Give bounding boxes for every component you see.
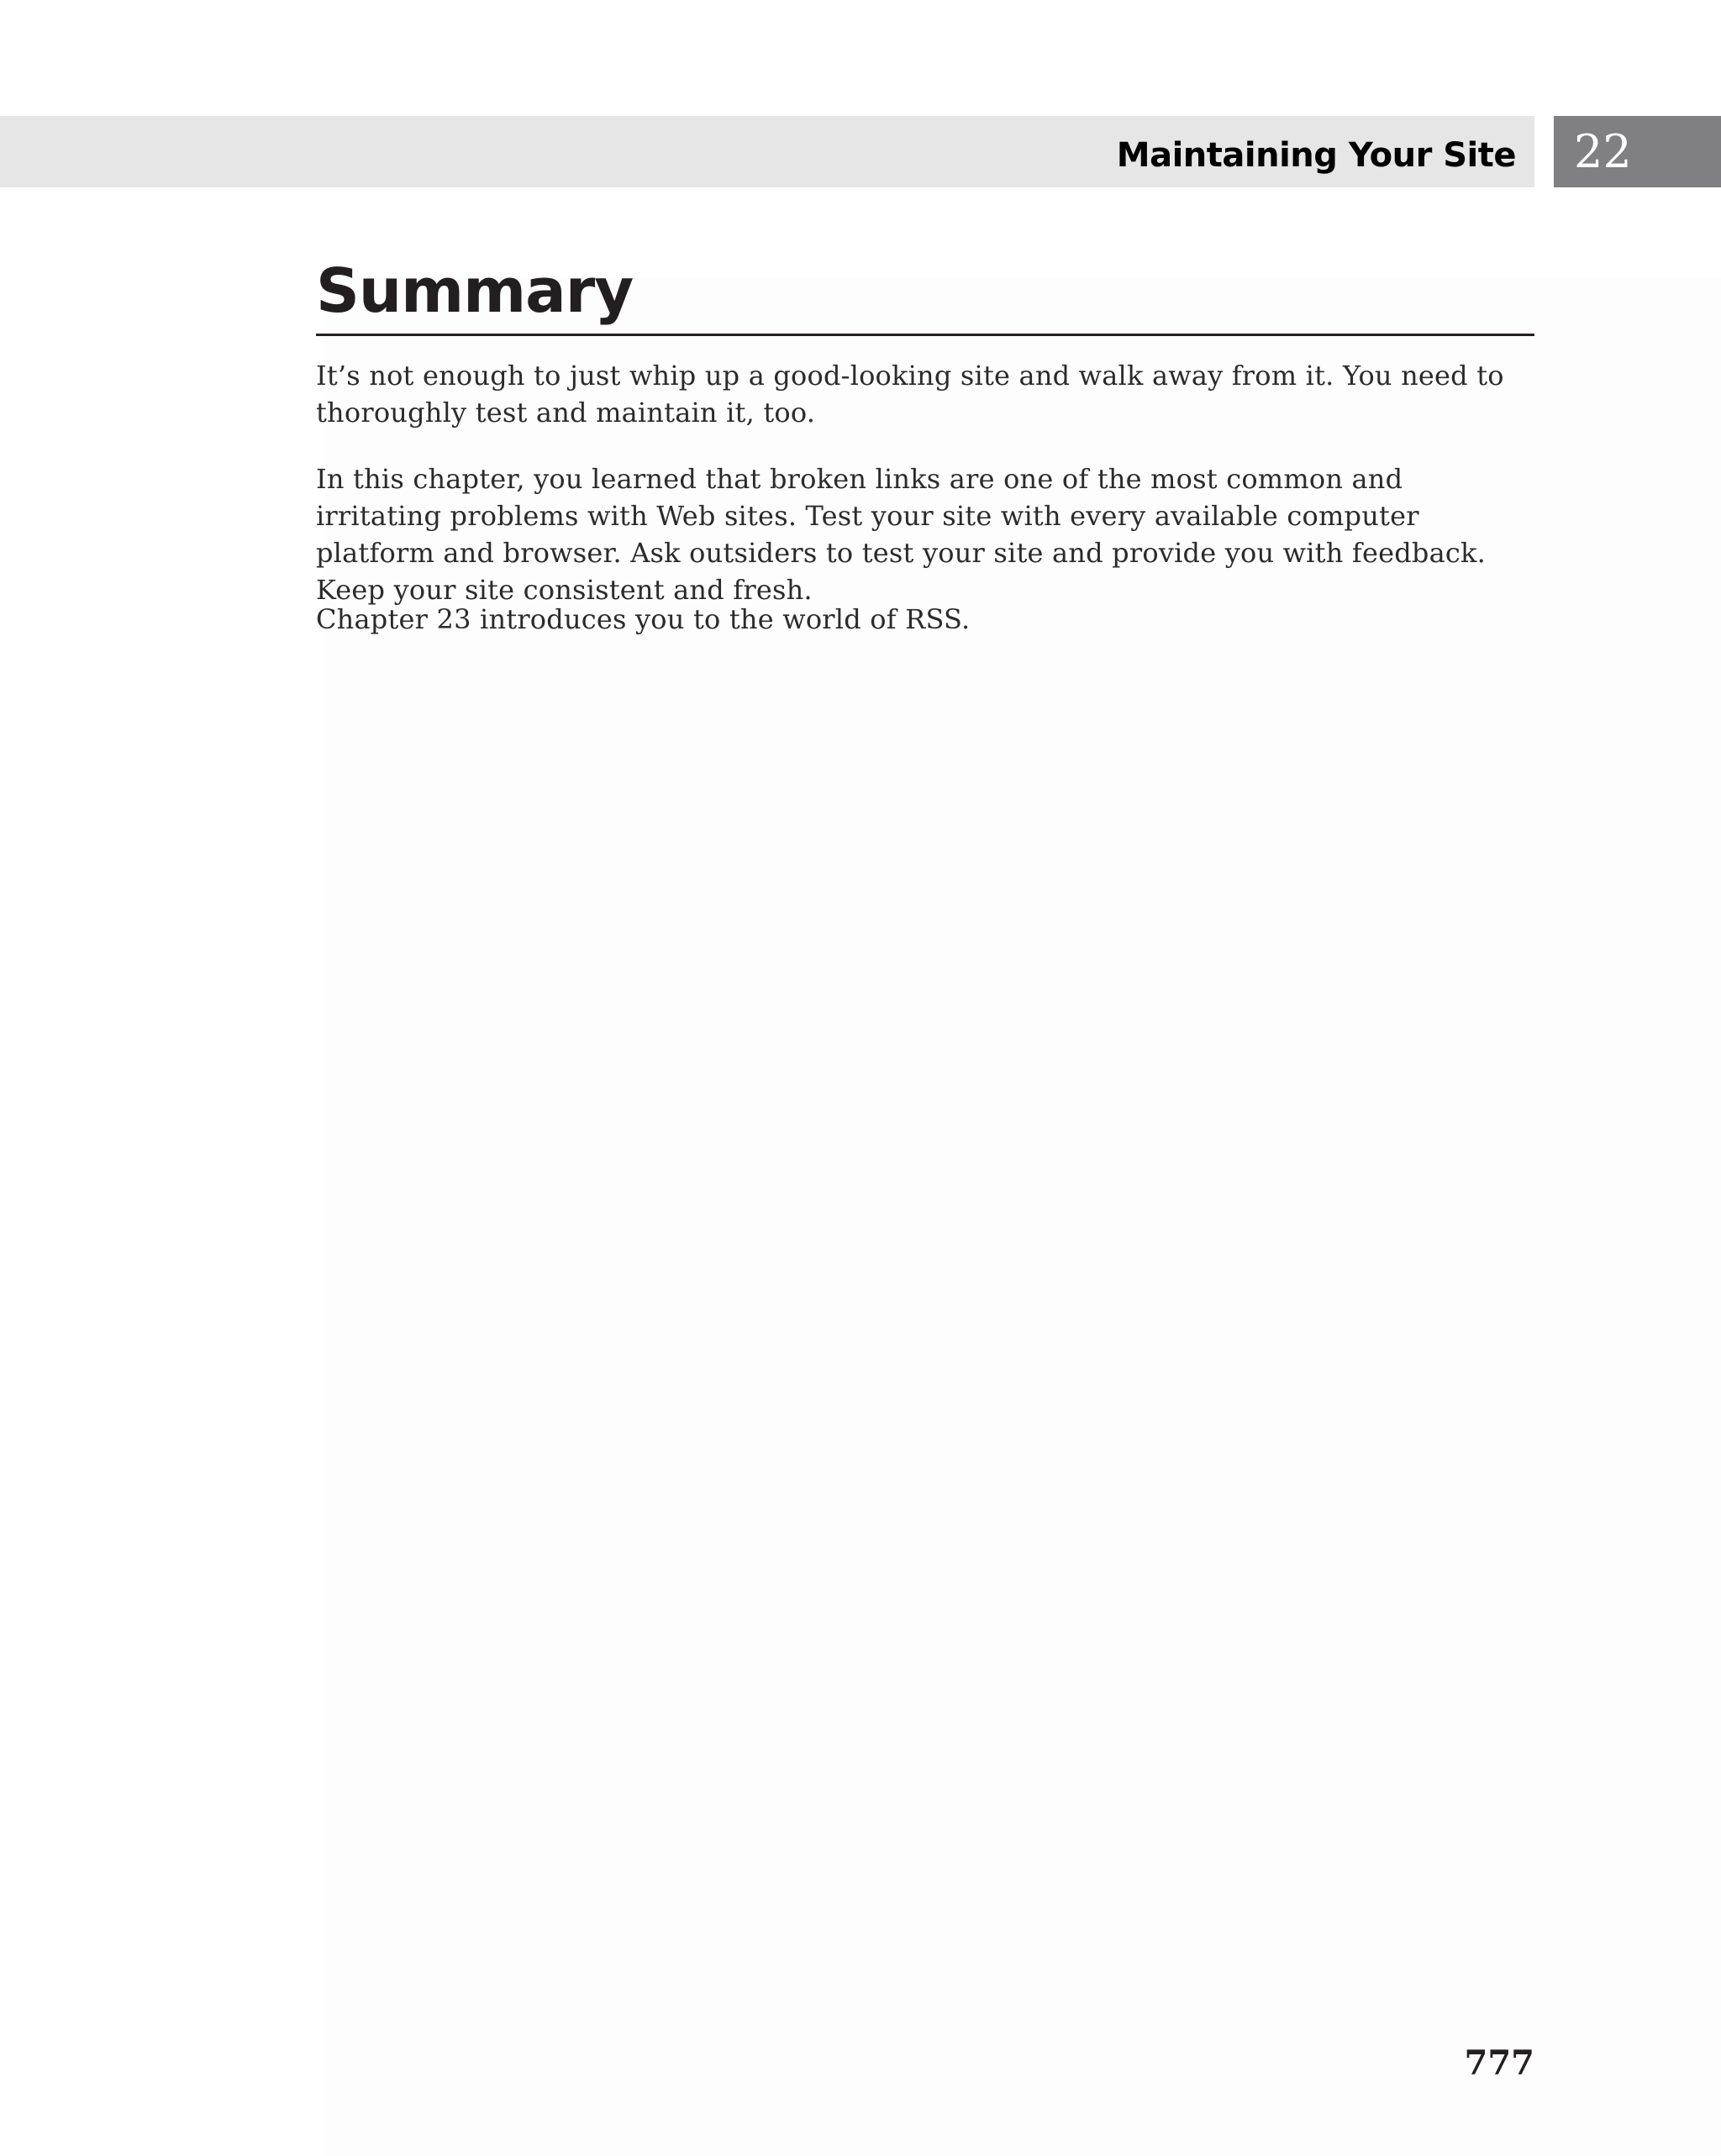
section-heading: Summary [316,255,634,326]
body-paragraph: It’s not enough to just whip up a good-looking site and walk away from it. You need to thoroughly test and maintain it, too. [316,360,1504,429]
heading-rule [316,334,1534,336]
chapter-number: 22 [1574,125,1632,178]
page-number: 777 [1464,2043,1534,2083]
body-paragraph: In this chapter, you learned that broken links are one of the most common and irritating problems with Web sites. Test your site with every available computer platform and browser. Ask outsiders to test your site and provide you with feedback. Keep your site consistent and fresh. [316,463,1486,606]
chapter-number-tab [1554,116,1721,187]
body-paragraph: Chapter 23 introduces you to the world of RSS. [316,603,971,635]
running-header-title: Maintaining Your Site [1116,136,1516,175]
